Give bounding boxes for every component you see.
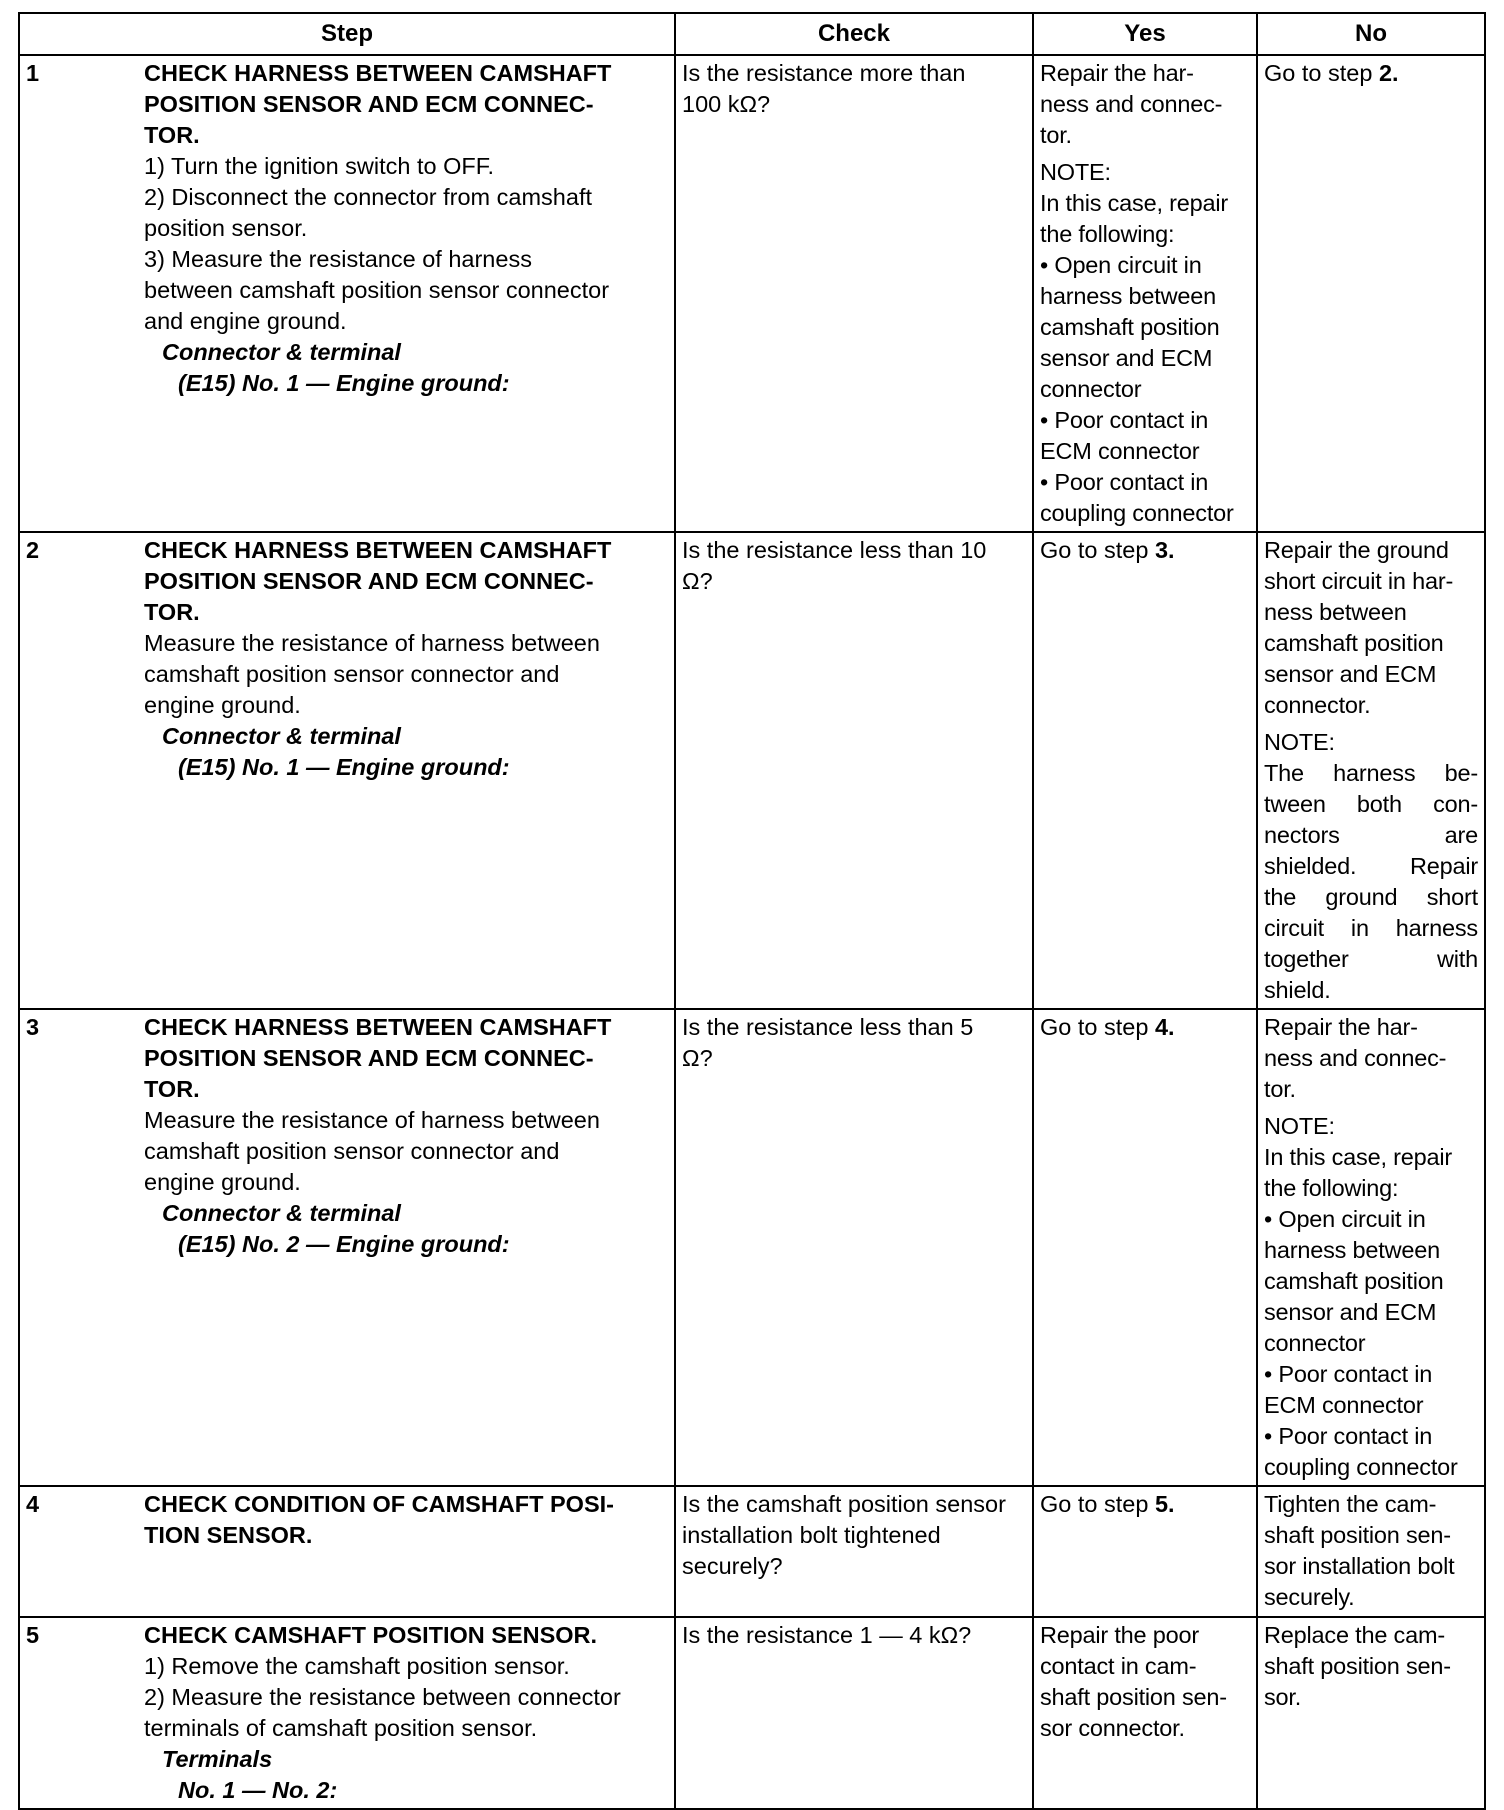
yes-line: Repair the har- [1040,60,1194,86]
check-line: 100 kΩ? [682,91,771,117]
no-cell [1257,1009,1485,1486]
spec-label: Terminals [162,1746,273,1772]
bullet-line: • Open circuit in [1040,250,1250,281]
step-title-line: CHECK CONDITION OF CAMSHAFT POSI- [144,1491,614,1517]
step-body-line: Measure the resistance of harness between [144,630,600,656]
goto-line [1264,58,1478,89]
step-body-line: 2) Disconnect the connector from camshaft [144,184,593,210]
spec-value: (E15) No. 1 — Engine ground: [178,370,510,396]
step-title-line: CHECK HARNESS BETWEEN CAMSHAFT [144,537,612,563]
step-title-line: CHECK CAMSHAFT POSITION SENSOR. [144,1622,598,1648]
bullet-line: • Poor contact in [1264,1421,1478,1452]
goto-step: 3. [1154,537,1175,563]
no-cell [1257,532,1485,1009]
step-body-line: camshaft position sensor connector and [144,661,560,687]
note-line: circuit in harness [1264,915,1478,941]
header-row [19,13,1485,55]
check-line: Is the resistance less than 5 [682,1014,974,1040]
bullet-line: • Open circuit in [1264,1204,1478,1235]
yes-line: shaft position sen- [1040,1684,1227,1710]
spec-value: (E15) No. 1 — Engine ground: [178,754,510,780]
no-line: Replace the cam- [1264,1622,1445,1648]
yes-line: contact in cam- [1040,1653,1197,1679]
yes-line: Repair the poor [1040,1622,1199,1648]
yes-line: sor connector. [1040,1715,1185,1741]
step-title-line: CHECK HARNESS BETWEEN CAMSHAFT [144,60,612,86]
no-cell [1257,1486,1485,1617]
step-cell [19,55,675,532]
bullet-line: camshaft position [1264,1268,1444,1294]
header-step: Step [19,13,675,55]
no-cell [1257,1617,1485,1809]
yes-line: tor. [1040,122,1072,148]
check-line: Is the resistance less than 10 [682,537,987,563]
step-title-line: CHECK HARNESS BETWEEN CAMSHAFT [144,1014,612,1040]
step-number: 5 [26,1622,40,1648]
bullet-line: sensor and ECM [1264,1299,1437,1325]
bullet-line: sensor and ECM [1040,345,1213,371]
goto-line [1040,535,1250,566]
no-line: connector. [1264,692,1371,718]
step-title-line: POSITION SENSOR AND ECM CONNEC- [144,91,594,117]
no-line: sor installation bolt [1264,1553,1455,1579]
bullet-line: • Poor contact in [1040,467,1250,498]
note-line: together with [1264,946,1478,972]
no-line: sensor and ECM [1264,661,1437,687]
table-row [19,1009,1485,1486]
bullet-line: connector [1040,376,1142,402]
bullet-line: • Poor contact in [1040,405,1250,436]
bullet-line: connector [1264,1330,1366,1356]
step-body-line: position sensor. [144,215,308,241]
no-line: securely. [1264,1584,1355,1610]
spec-value: No. 1 — No. 2: [178,1777,338,1803]
step-number: 3 [26,1014,40,1040]
note-label: NOTE: [1264,729,1335,755]
diagnostic-table [18,12,1484,1803]
no-line: ness between [1264,599,1407,625]
goto-line [1040,1012,1250,1043]
check-cell [675,532,1033,1009]
note-line: the following: [1264,1175,1399,1201]
note-line: nectors are [1264,822,1478,848]
table-row [19,532,1485,1009]
check-line: Is the resistance more than [682,60,966,86]
note-label: NOTE: [1264,1113,1335,1139]
check-cell [675,1009,1033,1486]
note-line: tween both con- [1264,791,1478,817]
table-row [19,1486,1485,1617]
no-line: sor. [1264,1684,1302,1710]
note-line: In this case, repair [1264,1144,1453,1170]
no-line: camshaft position [1264,630,1444,656]
no-line: tor. [1264,1076,1296,1102]
bullet-line: coupling connector [1040,500,1234,526]
no-line: shaft position sen- [1264,1522,1451,1548]
step-title-line: POSITION SENSOR AND ECM CONNEC- [144,568,594,594]
check-line: securely? [682,1553,783,1579]
step-body-line: 3) Measure the resistance of harness [144,246,532,272]
step-body-line: engine ground. [144,1169,301,1195]
step-body-line: 1) Remove the camshaft position sensor. [144,1653,570,1679]
table-row [19,55,1485,532]
bullet-line: • Poor contact in [1264,1359,1478,1390]
yes-cell [1033,1009,1257,1486]
no-cell [1257,55,1485,532]
step-number: 2 [26,537,40,563]
no-line: ness and connec- [1264,1045,1447,1071]
step-number: 1 [26,60,40,86]
spec-label: Connector & terminal [162,723,401,749]
note-line: the ground short [1264,884,1478,910]
check-line: Is the camshaft position sensor [682,1491,1006,1517]
yes-line: ness and connec- [1040,91,1223,117]
yes-cell [1033,1486,1257,1617]
goto-prefix: Go to step [1264,60,1379,86]
note-line: The harness be- [1264,760,1478,786]
check-cell [675,1486,1033,1617]
bullet-line: camshaft position [1040,314,1220,340]
bullet-line: harness between [1264,1237,1440,1263]
note-line: shielded. Repair [1264,853,1478,879]
check-cell [675,55,1033,532]
check-cell [675,1617,1033,1809]
spec-label: Connector & terminal [162,1200,401,1226]
note-line: In this case, repair [1040,190,1229,216]
yes-cell [1033,532,1257,1009]
note-line: shield. [1264,977,1331,1003]
check-line: Ω? [682,1045,713,1071]
goto-line [1040,1489,1250,1520]
step-body-line: 2) Measure the resistance between connector [144,1684,621,1710]
goto-prefix: Go to step [1040,1014,1155,1040]
header-check: Check [675,13,1033,55]
check-line: installation bolt tightened [682,1522,941,1548]
step-cell [19,1009,675,1486]
goto-step: 2. [1378,60,1399,86]
bullet-line: harness between [1040,283,1216,309]
yes-cell [1033,55,1257,532]
step-body-line: camshaft position sensor connector and [144,1138,560,1164]
step-body-line: terminals of camshaft position sensor. [144,1715,538,1741]
step-title-line: TION SENSOR. [144,1522,313,1548]
step-body-line: 1) Turn the ignition switch to OFF. [144,153,495,179]
header-yes: Yes [1033,13,1257,55]
goto-prefix: Go to step [1040,1491,1155,1517]
step-title-line: POSITION SENSOR AND ECM CONNEC- [144,1045,594,1071]
spec-value: (E15) No. 2 — Engine ground: [178,1231,510,1257]
step-body-line: between camshaft position sensor connector [144,277,610,303]
step-title-line: TOR. [144,1076,200,1102]
step-body-line: Measure the resistance of harness between [144,1107,600,1133]
header-no: No [1257,13,1485,55]
no-line: Tighten the cam- [1264,1491,1437,1517]
goto-prefix: Go to step [1040,537,1155,563]
step-cell [19,532,675,1009]
step-title-line: TOR. [144,122,200,148]
no-line: shaft position sen- [1264,1653,1451,1679]
step-body-line: engine ground. [144,692,301,718]
note-line: the following: [1040,221,1175,247]
bullet-line: ECM connector [1040,438,1200,464]
check-line: Is the resistance 1 — 4 kΩ? [682,1622,972,1648]
note-label: NOTE: [1040,159,1111,185]
goto-step: 5. [1154,1491,1175,1517]
step-cell [19,1486,675,1617]
step-body-line: and engine ground. [144,308,347,334]
bullet-line: coupling connector [1264,1454,1458,1480]
step-number: 4 [26,1491,40,1517]
no-line: Repair the ground [1264,537,1449,563]
bullet-line: ECM connector [1264,1392,1424,1418]
no-line: short circuit in har- [1264,568,1454,594]
table-row [19,1617,1485,1809]
diagnostic-table-grid [18,12,1486,1810]
no-line: Repair the har- [1264,1014,1418,1040]
goto-step: 4. [1154,1014,1175,1040]
step-title-line: TOR. [144,599,200,625]
check-line: Ω? [682,568,713,594]
spec-label: Connector & terminal [162,339,401,365]
yes-cell [1033,1617,1257,1809]
step-cell [19,1617,675,1809]
